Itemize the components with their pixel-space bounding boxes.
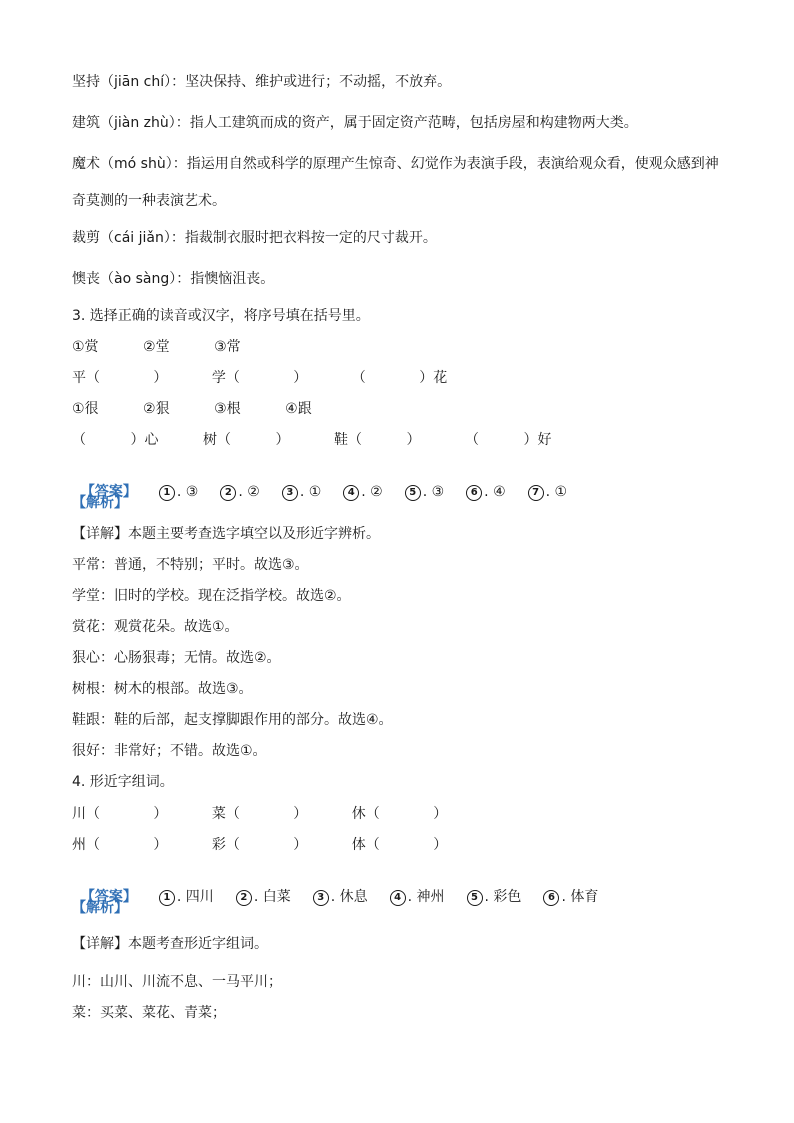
definition-item (72, 154, 719, 174)
definition-item (72, 72, 451, 92)
detail-line: 【详解】本题考查形近字组词。 (72, 936, 268, 952)
answer-number: 3 (313, 890, 329, 906)
answer-value: . ② (361, 484, 383, 500)
answer-item (159, 889, 214, 905)
answer-value: . ① (545, 484, 568, 500)
answer-item (282, 484, 321, 500)
answer-item (467, 889, 522, 905)
definition-text: 坚决保持、维护或进行；不动摇，不放弃。 (185, 74, 452, 90)
answer-value: . ① (299, 484, 322, 500)
definition-text: 指人工建筑而成的资产，属于固定资产范畴，包括房屋和构建物两大类。 (189, 115, 638, 131)
answer-value: . ③ (176, 484, 199, 500)
definition-text: 指运用自然或科学的原理产生惊奇、幻觉作为表演手段，表演给观众看，使观众感到神 (186, 156, 719, 172)
answer-item (543, 889, 598, 905)
explanation-line: 平常：普通，不特别；平时。故选③。 (72, 557, 309, 573)
analysis-label: 【解析】 (72, 900, 128, 916)
answer-value: . 休息 (330, 889, 368, 905)
answer-value: . ③ (422, 484, 445, 500)
answer-number: 6 (543, 890, 559, 906)
answer-number: 1 (159, 485, 175, 501)
answer-item (159, 484, 198, 500)
definition-item (72, 113, 638, 133)
definition-term: 魔术（mó shù）： (72, 156, 187, 172)
explanation-line: 学堂：旧时的学校。现在泛指学校。故选②。 (72, 588, 351, 604)
answer-item (528, 484, 567, 500)
question-3-blanks-2: （ ）心 树（ ） 鞋（ ） （ ）好 (72, 432, 552, 448)
explanation-line: 赏花：观赏花朵。故选①。 (72, 619, 239, 635)
answer-value: . ② (238, 484, 260, 500)
answer-item (343, 484, 382, 500)
answer-number: 7 (528, 485, 544, 501)
explanation-line: 狠心：心肠狠毒；无情。故选②。 (72, 650, 281, 666)
question-3-options-1: ①赏 ②堂 ③常 (72, 339, 241, 355)
analysis-label: 【解析】 (72, 495, 128, 511)
answer-item (313, 889, 368, 905)
answer-value: . ④ (484, 484, 506, 500)
answer-number: 6 (466, 485, 482, 501)
definition-continuation: 奇莫测的一种表演艺术。 (72, 193, 226, 209)
definition-term: 建筑（jiàn zhù）： (72, 115, 190, 131)
answer-value: . 彩色 (484, 889, 522, 905)
answer-number: 4 (390, 890, 406, 906)
question-3-options-2: ①很 ②狠 ③根 ④跟 (72, 401, 312, 417)
explanation-line: 鞋跟：鞋的后部，起支撑脚跟作用的部分。故选④。 (72, 712, 393, 728)
answer-label: 【答案】 (80, 484, 137, 500)
answer-number: 5 (467, 890, 483, 906)
definition-term: 裁剪（cái jiǎn）： (72, 230, 185, 246)
answer-item (220, 484, 259, 500)
answer-number: 1 (159, 890, 175, 906)
answer-number: 2 (220, 485, 236, 501)
question-3-title: 3. 选择正确的读音或汉字，将序号填在括号里。 (72, 308, 370, 324)
definition-text: 指懊恼沮丧。 (190, 271, 275, 287)
definition-text: 指裁制衣服时把衣料按一定的尺寸裁开。 (184, 230, 437, 246)
answer-number: 5 (405, 485, 421, 501)
definition-item (72, 228, 437, 248)
answer-label: 【答案】 (80, 889, 137, 905)
question-3-blanks-1: 平（ ） 学（ ） （ ）花 (72, 370, 448, 386)
question-3-answer-row (72, 462, 589, 502)
explanation-line: 很好：非常好；不错。故选①。 (72, 743, 267, 759)
answer-item (466, 484, 505, 500)
answer-value: . 体育 (561, 889, 599, 905)
answer-number: 3 (282, 485, 298, 501)
question-4-title: 4. 形近字组词。 (72, 774, 174, 790)
question-4-row-2: 州（ ） 彩（ ） 体（ ） (72, 837, 448, 853)
explanation-line: 菜：买菜、菜花、青菜； (72, 1005, 226, 1021)
question-4-answer-row (72, 867, 620, 907)
answer-value: . 神州 (407, 889, 445, 905)
answer-item (236, 889, 291, 905)
question-4-row-1: 川（ ） 菜（ ） 休（ ） (72, 806, 448, 822)
definition-term: 懊丧（ào sàng）： (72, 271, 191, 287)
answer-item (390, 889, 445, 905)
explanation-line: 树根：树木的根部。故选③。 (72, 681, 253, 697)
answer-number: 2 (236, 890, 252, 906)
answer-value: . 四川 (176, 889, 214, 905)
detail-line: 【详解】本题主要考查选字填空以及形近字辨析。 (72, 526, 380, 542)
answer-number: 4 (343, 485, 359, 501)
explanation-line: 川：山川、川流不息、一马平川； (72, 974, 282, 990)
definition-item (72, 269, 274, 289)
definition-term: 坚持（jiān chí）： (72, 74, 186, 90)
answer-value: . 白菜 (253, 889, 291, 905)
answer-item (405, 484, 444, 500)
